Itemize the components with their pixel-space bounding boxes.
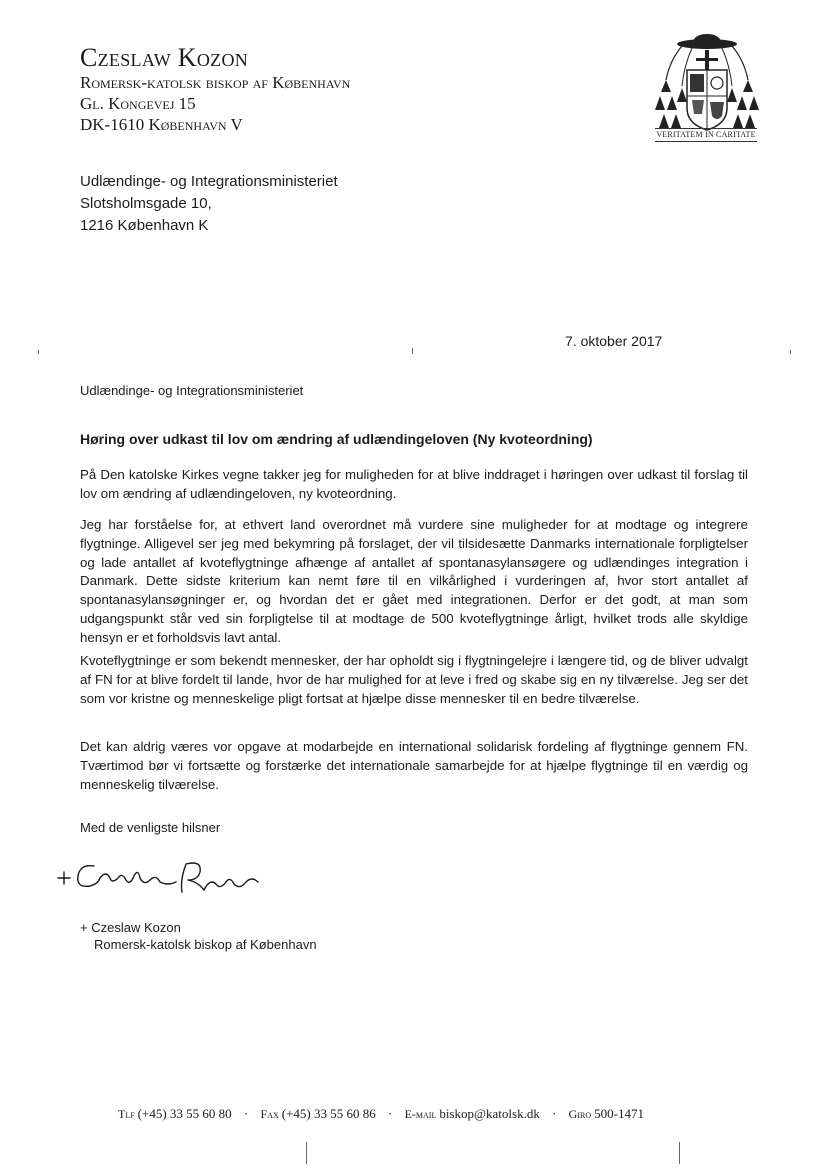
sender-name: Czeslaw Kozon — [80, 43, 249, 72]
recipient-line: Udlændinge- og Integrationsministeriet — [80, 173, 338, 190]
motto-banner: VERITATEM IN CARITATE — [655, 128, 757, 142]
addressee: Udlændinge- og Integrationsministeriet — [80, 383, 304, 398]
signatory-name: + Czeslaw Kozon — [80, 920, 181, 935]
fold-mark — [306, 1142, 307, 1164]
giro-label: Giro — [568, 1107, 592, 1121]
phone-number: (+45) 33 55 60 80 — [137, 1106, 232, 1121]
sender-street: Gl. Kongevej 15 — [80, 94, 196, 113]
letterhead — [80, 44, 350, 135]
giro-number: 500-1471 — [594, 1106, 644, 1121]
subject-heading: Høring over udkast til lov om ændring af udlændingeloven (Ny kvoteordning) — [80, 431, 593, 447]
fold-mark — [790, 350, 791, 354]
body-paragraph-2: Jeg har forståelse for, at ethvert land overordnet må vurdere sine muligheder for at modtage og integrere flygtninge. Alligevel ser jeg med bekymring på forslaget, der vil tilsidesætte Danmarks internationale forpligtelser og lade antallet af kvoteflygtninge afhænge af antallet af spontanasylansøgere og udlændinges integration i Danmark. Dette sidste kriterium kan nemt føre til en vilkårlighed i vurderingen af, hvor stort antallet af spontanasylansøgninger er, og hvordan det er gået med integrationen. Derfor er det godt, at man som udgangspunkt står ved sin forpligtelse til at modtage de 500 kvoteflygtninge årligt, hvilket trods alle skyldige hensyn er et forholdsvis lavt antal. — [80, 517, 748, 645]
recipient-line: 1216 København K — [80, 217, 209, 234]
body-paragraph-4: Det kan aldrig væres vor opgave at modarbejde en international solidarisk fordeling af flygtninge gennem FN. Tværtimod bør vi fortsætte og forstærke det internationale samarbejde for at hjælpe flygtninge til en værdig og menneskelig tilværelse. — [80, 739, 748, 792]
recipient-address — [80, 171, 338, 237]
recipient-line: Slotsholmsgade 10, — [80, 195, 212, 212]
handwritten-signature — [52, 852, 272, 900]
phone-label: Tlf — [118, 1107, 135, 1121]
closing: Med de venligste hilsner — [80, 820, 221, 835]
separator: · — [388, 1106, 393, 1121]
separator: · — [552, 1106, 557, 1121]
letter-date: 7. oktober 2017 — [565, 333, 663, 349]
email-address[interactable]: biskop@katolsk.dk — [439, 1106, 540, 1121]
fold-mark — [412, 348, 413, 354]
fold-mark — [679, 1142, 680, 1164]
sender-city: DK-1610 København V — [80, 115, 243, 134]
body-paragraph-1: På Den katolske Kirkes vegne takker jeg for muligheden for at blive inddraget i høringen over udkast til forslag til lov om ændring af udlændingeloven, ny kvoteordning. — [80, 467, 748, 501]
footer-contact — [118, 1106, 644, 1122]
separator: · — [243, 1106, 249, 1121]
fax-number: (+45) 33 55 60 86 — [281, 1106, 376, 1121]
signatory-title: Romersk-katolsk biskop af København — [94, 937, 317, 952]
body-paragraph-3: Kvoteflygtninge er som bekendt mennesker, der har opholdt sig i flygtningelejre i længere tid, og de bliver udvalgt af FN for at blive fordelt til lande, hvor de har mulighed for at leve i fred og skabe sig en ny tilværelse. Jeg ser det som vor kristne og menneskelige pligt fortsat at hjælpe disse mennesker til en bedre tilværelse. — [80, 653, 748, 706]
fax-label: Fax — [260, 1107, 279, 1121]
sender-title: Romersk-katolsk biskop af København — [80, 73, 351, 92]
fold-mark — [38, 350, 39, 354]
email-label: E-mail — [404, 1107, 437, 1121]
